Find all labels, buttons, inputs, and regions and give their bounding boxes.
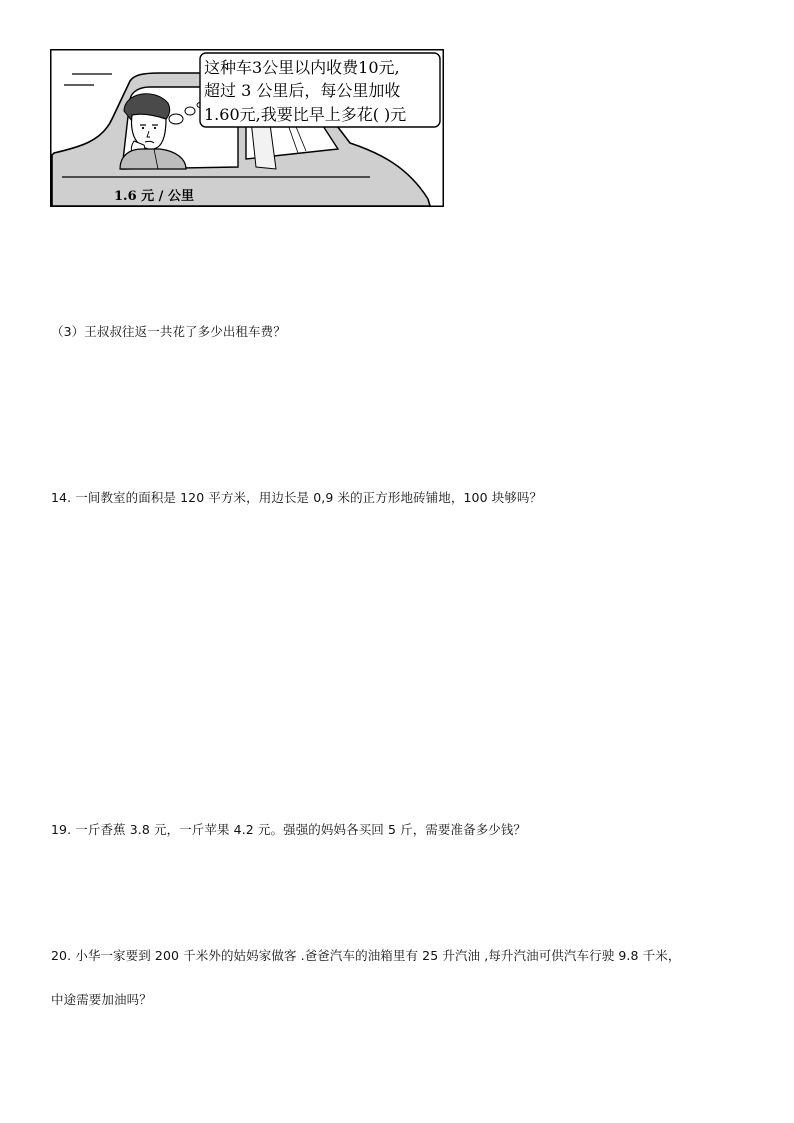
taxi-illustration (50, 49, 444, 207)
speech-bubble-line-3: 1.60元,我要比早上多花( )元 (204, 105, 407, 124)
taxi-price-label: 1.6 元 / 公里 (114, 189, 194, 204)
question-19: 19. 一斤香蕉 3.8 元，一斤苹果 4.2 元。强强的妈妈各买回 5 斤，需要准备多少钱？ (51, 822, 527, 837)
speech-bubble-line-2: 超过 3 公里后，每公里加收 (204, 81, 401, 100)
question-20-line-1: 20. 小华一家要到 200 千米外的姑妈家做客 .爸爸汽车的油箱里有 25 升汽油 ,每升汽油可供汽车行驶 9.8 千米， (51, 948, 681, 963)
speech-bubble-line-1: 这种车3公里以内收费10元, (204, 58, 400, 77)
question-14: 14. 一间教室的面积是 120 平方米，用边长是 0,9 米的正方形地砖铺地，100 块够吗？ (51, 490, 543, 505)
question-3-sub: （3）王叔叔往返一共花了多少出租车费？ (51, 324, 286, 339)
question-20-line-2: 中途需要加油吗？ (51, 992, 152, 1007)
